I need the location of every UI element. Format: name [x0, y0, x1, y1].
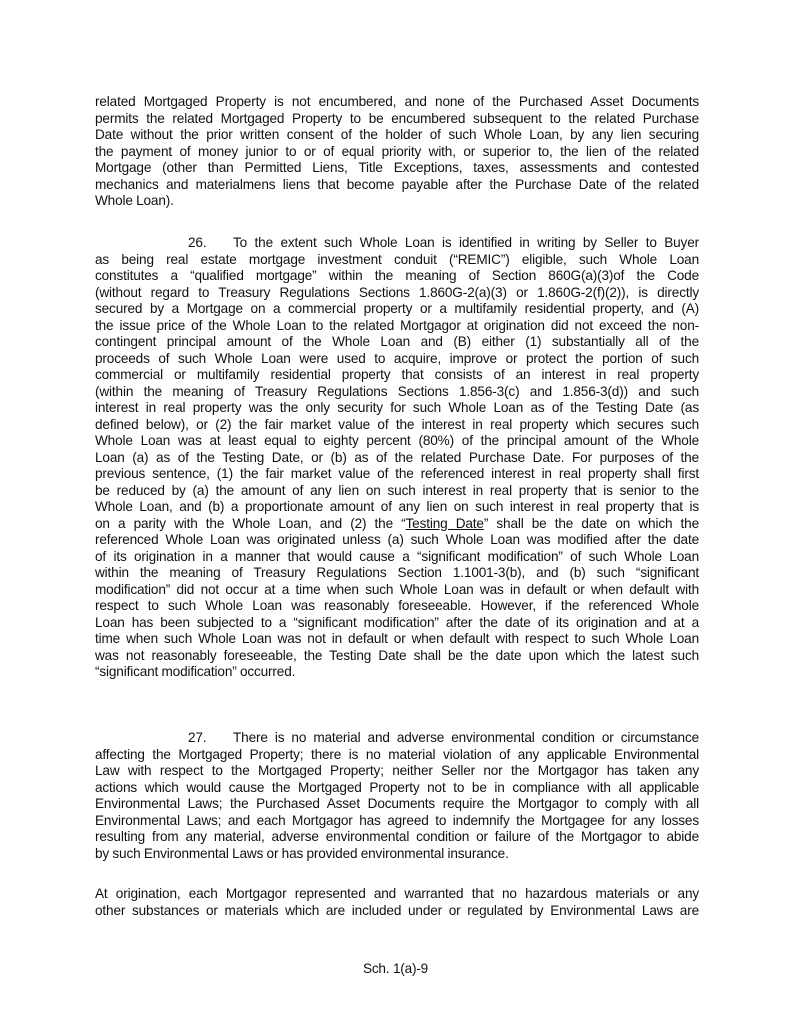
text-line: Environmental Laws; and each Mortgagor has agreed to indemnify the Mortgagee for any losses	[95, 812, 699, 828]
text-line: Whole Loan was at least equal to eighty percent (80%) of the principal amount of the Whole	[95, 433, 699, 448]
text-line: At origination, each Mortgagor represented and warranted that no hazardous materials or any	[95, 886, 699, 901]
text-line: defined below), or (2) the fair market value of the interest in real property which secures such	[95, 416, 699, 432]
text-fragment: on a parity with the Whole Loan, and (2) the “	[95, 515, 406, 531]
text-line: To the extent such Whole Loan is identified in writing by Seller to Buyer	[233, 235, 699, 250]
text-line: Whole Loan, and (b) a proportionate amount of any lien on such interest in real property that is	[95, 499, 699, 514]
section-number: 27.	[188, 730, 207, 745]
text-line: as being real estate mortgage investment conduit (“REMIC”) eligible, such Whole Loan	[95, 251, 699, 267]
text-line: secured by a Mortgage on a commercial property or a multifamily residential property, and (A)	[95, 301, 699, 316]
text-line: Mortgage (other than Permitted Liens, Title Exceptions, taxes, assessments and contested	[95, 160, 699, 175]
text-line: other substances or materials which are included under or regulated by Environmental Laws are	[95, 902, 699, 918]
text-line: resulting from any material, adverse environmental condition or failure of the Mortgagor to abide	[95, 829, 699, 844]
text-line: affecting the Mortgaged Property; there is no material violation of any applicable Environmental	[95, 746, 699, 762]
defined-term-line	[95, 516, 699, 533]
text-line: constitutes a “qualified mortgage” within the meaning of Section 860G(a)(3)of the Code	[95, 268, 699, 283]
text-line: There is no material and adverse environmental condition or circumstance	[233, 730, 699, 745]
text-line: actions which would cause the Mortgaged Property not to be in compliance with all applicable	[95, 779, 699, 795]
text-line: Whole Loan).	[95, 193, 174, 208]
text-line: (within the meaning of Treasury Regulations Sections 1.856-3(c) and 1.856-3(d)) and such	[95, 383, 699, 399]
text-line: Date without the prior written consent of the holder of such Whole Loan, by any lien securing	[95, 127, 699, 142]
section-27	[95, 730, 699, 862]
text-line: Loan (a) as of the Testing Date, or (b) as of the related Purchase Date. For purposes of the	[95, 449, 699, 465]
text-line: time when such Whole Loan was not in default or when default with respect to such Whole Loan	[95, 631, 699, 646]
text-line: previous sentence, (1) the fair market value of the referenced interest in real property shall first	[95, 466, 699, 481]
text-line: the payment of money junior to or of equal priority with, or superior to, the lien of the related	[95, 143, 699, 159]
text-fragment: ” shall be the date on which the	[483, 515, 699, 531]
section-26	[95, 235, 699, 681]
text-line: (without regard to Treasury Regulations Sections 1.860G-2(a)(3) or 1.860G-2(f)(2)), is directly	[95, 284, 699, 300]
text-line: respect to such Whole Loan was reasonably foreseeable. However, if the referenced Whole	[95, 598, 699, 613]
text-line: permits the related Mortgaged Property to be encumbered subsequent to the related Purchase	[95, 110, 699, 126]
text-line: commercial or multifamily residential property that consists of an interest in real property	[95, 367, 699, 382]
section-number: 26.	[188, 235, 207, 250]
text-line: the issue price of the Whole Loan to the related Mortgagor at origination did not exceed the non-	[95, 317, 699, 333]
text-line: referenced Whole Loan was originated unless (a) such Whole Loan was modified after the date	[95, 532, 699, 547]
text-line: modification” did not occur at a time when such Whole Loan was in default or when default with	[95, 581, 699, 597]
text-line: mechanics and materialmens liens that become payable after the Purchase Date of the related	[95, 176, 699, 192]
text-line: contingent principal amount of the Whole Loan and (B) either (1) substantially all of the	[95, 334, 699, 349]
text-line: by such Environmental Laws or has provided environmental insurance.	[95, 845, 509, 861]
page-footer-label: Sch. 1(a)-9	[362, 961, 429, 976]
text-line: of its origination in a manner that would cause a “significant modification” of such Whole Loan	[95, 548, 699, 564]
section-26-first-line	[95, 235, 699, 252]
text-line: Loan has been subjected to a “significant modification” after the date of its origination and at a	[95, 614, 699, 630]
text-line: “significant modification” occurred.	[95, 664, 296, 679]
text-line: proceeds of such Whole Loan were used to acquire, improve or protect the portion of such	[95, 350, 699, 366]
text-line: Law with respect to the Mortgaged Property; neither Seller nor the Mortgagor has taken any	[95, 763, 699, 778]
text-line: related Mortgaged Property is not encumbered, and none of the Purchased Asset Documents	[95, 94, 699, 109]
text-line: be reduced by (a) the amount of any lien on such interest in real property that is senior to the	[95, 482, 699, 498]
text-line: within the meaning of Treasury Regulations Section 1.1001-3(b), and (b) such “significant	[95, 565, 699, 580]
final-paragraph	[95, 886, 699, 919]
text-line: was not reasonably foreseeable, the Testing Date shall be the date upon which the latest such	[95, 647, 699, 663]
text-line: Environmental Laws; the Purchased Asset Documents require the Mortgagor to comply with all	[95, 796, 699, 811]
paragraph-continuation	[95, 94, 699, 210]
text-line: interest in real property was the only security for such Whole Loan as of the Testing Date (as	[95, 400, 699, 415]
section-27-first-line	[95, 730, 699, 747]
defined-term-testing-date: Testing Date	[405, 515, 484, 531]
